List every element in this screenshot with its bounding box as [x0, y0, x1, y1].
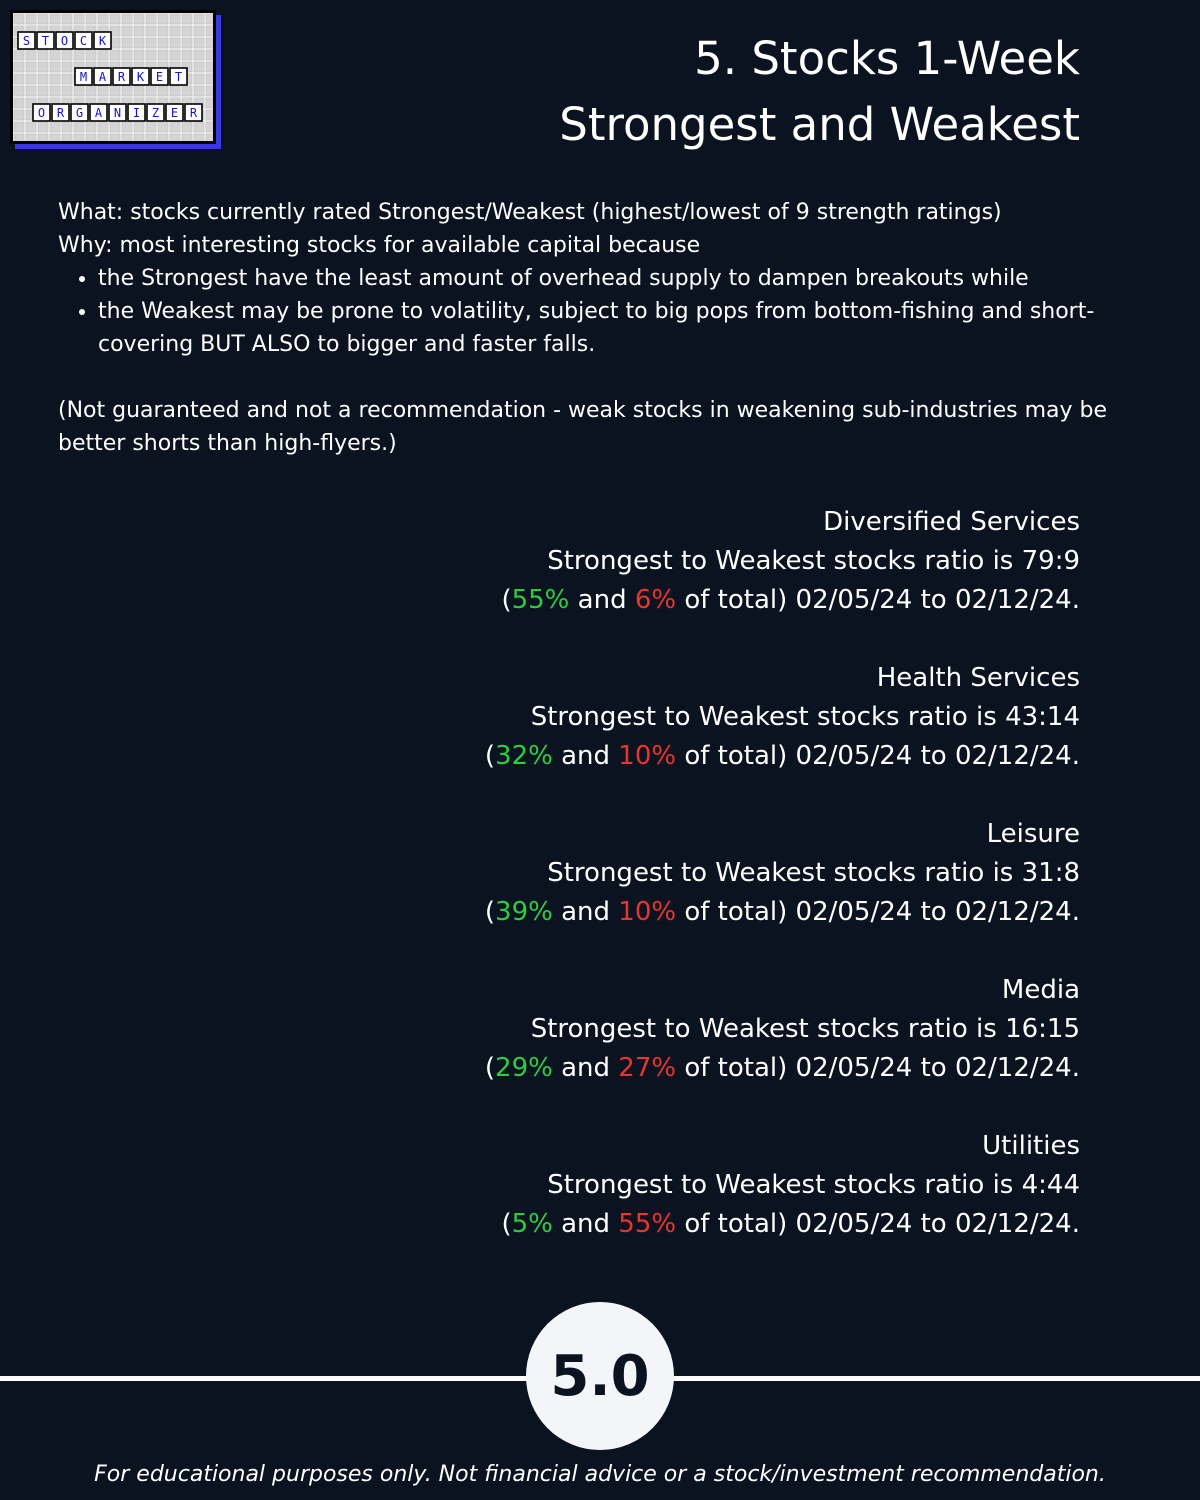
- ratio-prefix: Strongest to Weakest stocks ratio is: [547, 546, 1022, 576]
- logo-letter: S: [22, 34, 31, 48]
- sector-percent-line: [280, 893, 1080, 932]
- ratio-prefix: Strongest to Weakest stocks ratio is: [530, 1014, 1006, 1044]
- sector-name: Health Services: [876, 663, 1080, 693]
- ratio-prefix: Strongest to Weakest stocks ratio is: [547, 1170, 1022, 1200]
- sector-block-utilities: [280, 1127, 1080, 1244]
- sector-ratio-line: [280, 1010, 1080, 1049]
- logo-letter: T: [41, 34, 50, 48]
- weak-percent: 10%: [618, 741, 677, 771]
- of-total-text: of total): [676, 741, 796, 771]
- strong-percent: 39%: [495, 897, 553, 927]
- sector-ratio: 4:44: [1021, 1170, 1080, 1200]
- strong-percent: 55%: [511, 585, 570, 615]
- sector-ratio: 43:14: [1005, 702, 1080, 732]
- sector-ratio: 79:9: [1021, 546, 1080, 576]
- logo-letter: K: [136, 70, 145, 84]
- page-title: [559, 26, 1080, 158]
- sector-name: Diversified Services: [823, 507, 1080, 537]
- logo-word-stock: [18, 32, 111, 49]
- logo-letter: R: [56, 106, 65, 120]
- and-text: and: [552, 897, 619, 927]
- sector-block-leisure: [280, 815, 1080, 932]
- and-text: and: [552, 1209, 619, 1239]
- intro-bullet-list: [58, 262, 1138, 361]
- open-paren: (: [484, 897, 496, 927]
- weak-percent: 10%: [618, 897, 677, 927]
- date-range: 02/05/24 to 02/12/24.: [795, 741, 1080, 771]
- strong-percent: 32%: [495, 741, 553, 771]
- and-text: and: [552, 1053, 619, 1083]
- open-paren: (: [501, 585, 512, 615]
- sector-block-health-services: [280, 659, 1080, 776]
- open-paren: (: [501, 1209, 512, 1239]
- title-line-2: Strongest and Weakest: [559, 98, 1080, 151]
- open-paren: (: [484, 741, 496, 771]
- logo-letter: A: [94, 106, 103, 120]
- sector-block-diversified-services: [280, 503, 1080, 620]
- logo-letter: C: [79, 34, 88, 48]
- strong-percent: 5%: [511, 1209, 553, 1239]
- sector-percent-line: [280, 737, 1080, 776]
- logo-letter: M: [79, 70, 88, 84]
- ratio-prefix: Strongest to Weakest stocks ratio is: [530, 702, 1006, 732]
- sector-ratio-line: [280, 1166, 1080, 1205]
- ratio-prefix: Strongest to Weakest stocks ratio is: [547, 858, 1022, 888]
- and-text: and: [552, 741, 619, 771]
- logo-letter: R: [117, 70, 126, 84]
- logo-letter: I: [132, 106, 141, 120]
- date-range: 02/05/24 to 02/12/24.: [795, 1209, 1080, 1239]
- logo-letter: O: [60, 34, 69, 48]
- weak-percent: 6%: [634, 585, 677, 615]
- logo-grid-graphic: [13, 13, 213, 141]
- sector-ratio: 16:15: [1005, 1014, 1080, 1044]
- sector-ratio: 31:8: [1021, 858, 1080, 888]
- of-total-text: of total): [676, 585, 796, 615]
- logo-letter: G: [75, 106, 84, 120]
- of-total-text: of total): [676, 897, 796, 927]
- sector-name: Utilities: [982, 1131, 1080, 1161]
- sector-percent-line: [280, 1049, 1080, 1088]
- logo-letter: A: [98, 70, 107, 84]
- logo-letter: N: [113, 106, 122, 120]
- open-paren: (: [484, 1053, 496, 1083]
- logo-word-organizer: [33, 104, 202, 121]
- footer-disclaimer: For educational purposes only. Not financial advice or a stock/investment recommendation.: [94, 1462, 1106, 1487]
- date-range: 02/05/24 to 02/12/24.: [795, 897, 1080, 927]
- logo-letter: Z: [151, 106, 160, 120]
- date-range: 02/05/24 to 02/12/24.: [795, 1053, 1080, 1083]
- sector-ratio-line: [280, 854, 1080, 893]
- intro-disclaimer-note: (Not guaranteed and not a recommendation - weak stocks in weakening sub-industries may be better shorts than high-flyers.): [58, 398, 1108, 456]
- intro-bullet-weakest: • the Weakest may be prone to volatility, subject to big pops from bottom-fishing and short-covering BUT ALSO to bigger and faster falls.: [98, 295, 1138, 361]
- sector-percent-line: [280, 581, 1080, 620]
- weak-percent: 55%: [618, 1209, 677, 1239]
- of-total-text: of total): [676, 1209, 796, 1239]
- intro-bullet-strongest: • the Strongest have the least amount of overhead supply to dampen breakouts while: [98, 262, 1138, 295]
- sector-ratio-list: [280, 503, 1080, 1283]
- logo-letter: K: [98, 34, 107, 48]
- sector-block-media: [280, 971, 1080, 1088]
- stock-market-organizer-logo: [10, 10, 216, 144]
- and-text: and: [569, 585, 635, 615]
- intro-what: What: stocks currently rated Strongest/Weakest (highest/lowest of 9 strength ratings): [58, 200, 1002, 225]
- sector-name: Leisure: [986, 819, 1080, 849]
- sector-name: Media: [1001, 975, 1080, 1005]
- title-line-1: 5. Stocks 1-Week: [694, 32, 1080, 85]
- logo-letter: T: [174, 70, 183, 84]
- logo-letter: E: [170, 106, 179, 120]
- sector-percent-line: [280, 1205, 1080, 1244]
- logo-letter: R: [189, 106, 198, 120]
- intro-why: Why: most interesting stocks for available capital because: [58, 233, 701, 258]
- of-total-text: of total): [676, 1053, 796, 1083]
- date-range: 02/05/24 to 02/12/24.: [795, 585, 1080, 615]
- strong-percent: 29%: [495, 1053, 553, 1083]
- logo-letter: E: [155, 70, 164, 84]
- weak-percent: 27%: [618, 1053, 677, 1083]
- sector-ratio-line: [280, 698, 1080, 737]
- sector-ratio-line: [280, 542, 1080, 581]
- intro-section: [58, 196, 1138, 460]
- page-number-badge: 5.0: [526, 1302, 674, 1450]
- logo-letter: O: [37, 106, 46, 120]
